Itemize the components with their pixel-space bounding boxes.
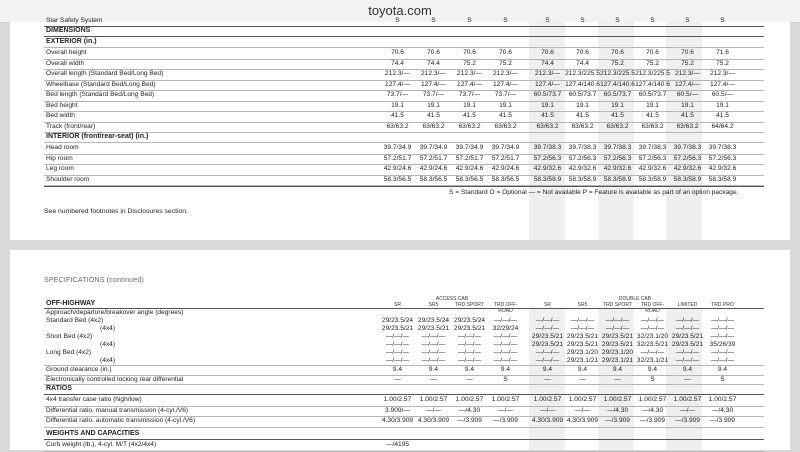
column-header: TRD PRO — [711, 302, 734, 308]
angle-cell: —/—/— — [385, 357, 410, 364]
table-cell: 70.6 — [611, 49, 624, 56]
table-cell: 41.5 — [576, 112, 589, 119]
table-cell: —/— — [497, 406, 514, 414]
table-cell: 63/63.2 — [386, 122, 409, 130]
table-cell: 212.3/— — [457, 70, 482, 77]
table-cell: 70.6 — [427, 49, 440, 56]
angle-cell: —/—/— — [421, 341, 446, 348]
angle-cell: —/—/— — [570, 317, 595, 324]
table-cell: 58.3/56.5 — [419, 175, 448, 183]
table-cell: 1.00/2.57 — [638, 396, 667, 403]
table-cell: 4.30/3.909 — [381, 417, 414, 424]
table-cell: —/— — [425, 406, 442, 414]
angle-cell: —/—/— — [385, 341, 410, 348]
angle-cell: 29/23.5/21 — [453, 325, 486, 332]
table-cell: 57.2/56.3 — [638, 154, 667, 162]
table-cell: 70.6 — [646, 49, 659, 56]
table-cell: 60.5/73.7 — [603, 91, 632, 98]
angle-cell: 29/23.5/21 — [531, 333, 564, 340]
table-cell: —/3.909 — [675, 417, 700, 424]
angle-cell: —/—/— — [421, 357, 446, 364]
table-cell: 74.4 — [391, 59, 404, 67]
table-cell: —/4.30 — [458, 406, 481, 414]
table-cell: — — [466, 375, 473, 383]
table-cell: 39.7/38.3 — [533, 144, 562, 151]
angle-cell: —/—/— — [710, 349, 735, 356]
table-cell: 1.00/2.57 — [673, 396, 702, 403]
table-cell: 127.4/— — [535, 80, 560, 88]
row-label: Head room — [46, 144, 79, 151]
row-label: Bed width — [46, 112, 75, 119]
table-cell: 39.7/34.9 — [455, 144, 484, 151]
angle-sub: (4x4) — [100, 341, 116, 348]
table-cell: 41.5 — [427, 112, 440, 119]
table-cell: 74.4 — [576, 59, 589, 67]
table-cell: 19.1 — [541, 101, 554, 109]
angle-cell: —/—/— — [605, 325, 630, 332]
angle-cell: —/—/— — [421, 333, 446, 340]
angle-cell: —/—/— — [457, 341, 482, 348]
table-cell: 1.00/2.57 — [708, 396, 737, 403]
table-cell: 57.2/56.3 — [568, 154, 597, 162]
angle-cell: 29/23.5/21 — [601, 341, 634, 348]
table-cell: 127.4/— — [493, 80, 518, 88]
row-label: Bed height — [46, 101, 78, 109]
column-header: TRD OFF-ROAD — [640, 302, 665, 314]
table-cell: 73.7/— — [422, 91, 445, 98]
angle-cell: —/—/— — [710, 333, 735, 340]
column-header: LIMITED — [677, 302, 698, 308]
table-cell: 58.3/58.9 — [603, 175, 632, 183]
table-cell: 70.6 — [681, 49, 694, 56]
angle-cell: —/—/— — [385, 333, 410, 340]
angle-cell: —/—/— — [457, 357, 482, 364]
table-cell: 57.2/51.7 — [455, 154, 484, 162]
table-cell: 19.1 — [391, 101, 404, 109]
angle-cell: 29/23.5/24 — [381, 317, 414, 324]
angle-cell: —/—/— — [457, 349, 482, 356]
table-cell: 212.3/— — [385, 70, 410, 77]
table-cell: 73.7/— — [494, 91, 517, 98]
table-cell: 41.5 — [611, 112, 624, 119]
table-cell: 70.6 — [391, 49, 404, 56]
angle-cell: 32/23.5/21 — [636, 341, 669, 348]
table-cell: —/3.909 — [605, 417, 630, 424]
table-cell: 41.5 — [463, 112, 476, 119]
column-header: SR — [544, 302, 551, 308]
table-cell: 63/63.2 — [536, 122, 559, 130]
row-label: Electronically controlled locking rear differential — [46, 375, 184, 383]
table-cell: 1.00/2.57 — [455, 396, 484, 403]
table-cell: 42.9/24.6 — [455, 165, 484, 172]
table-cell: 9.4 — [542, 366, 553, 373]
table-cell: 1.00/2.57 — [383, 396, 412, 403]
column-header: TRD SPORT — [455, 302, 484, 308]
angle-cell: 29/23.5/21 — [671, 333, 704, 340]
table-cell: 75.2 — [611, 59, 624, 67]
angle-cell: —/—/— — [640, 325, 665, 332]
angle-cell: —/—/— — [421, 349, 446, 356]
angle-cell: —/—/— — [675, 349, 700, 356]
table-cell: 39.7/38.3 — [708, 144, 737, 151]
row-label: Bed length (Standard Bed/Long Bed) — [46, 91, 155, 98]
dimensions-table: Star Safety System S S S S S S S S S S DIMENSIONS EXTERIOR (in.) Overall height 70.6 70.6 70.6 70.6 70.6 70.6 70.6 70.6 70.6 71.6 Overall width 74.4 74.4 75.2 75.2 74.4 74.4 75.2 75.2 75.2 75.2 Overall length (Standard Bed/Long Bed) 212.3/— 212.3/— 212.3/— 212.3/— 212.3/— 212.3/225.5 212.3/225.5 212.3/225.5 212.3/— 212.3/— Wheelbase (Standard Bed/Long Bed) 127.4/— 127.4/— 127.4/— 127.4/— 127.4/— 127.4/140.6 127.4/140.6 127.4/140.6 127.4/— 127.4/— Bed length (Standard Bed/Long Bed) 73.7/— 73.7/— 73.7/— 73.7/— 60.5/73.7 60.5/73.7 60.5/73.7 60.5/73.7 60.5/— 60.5/— Bed height 19.1 19.1 19.1 19.1 19.1 19.1 19.1 19.1 19.1 19.1 Bed width 41.5 41.5 41.5 41.5 41.5 41.5 41.5 41.5 41.5 41.5 Track (front/rear) 63/63.2 63/63.2 63/63.2 63/63.2 63/63.2 63/63.2 63/63.2 63/63.2 63/63.2 64/64.2 INTERIOR (front/rear-seat) (in.) Head room 39.7/34.9 39.7/34.9 39.7/34.9 39.7/34.9 39.7/38.3 39.7/38.3 39.7/38.3 39.7/38.3 39.7/38.3 39.7/38.3 Hip room 57.2/51.7 57.2/51.7 57.2/51.7 57.2/51.7 57.2/56.3 57.2/56.3 57.2/56.3 57.2/56.3 57.2/56.3 57.2/56.3 Leg room 42.9/24.6 42.9/24.6 42.9/24.6 42.9/24.6 42.9/32.6 42.9/32.6 42.9/32.6 42.9/32.6 42.9/32.6 42.9/32.6 Shoulder room 58.3/56.5 58.3/56.5 58.3/56.5 58.3/56.5 58.3/58.9 58.3/58.9 58.3/58.9 58.3/58.9 58.3/58.9 58.3/58.9 S = Standard O = Optional — = Not available P = Feature is available as part of an option package. See numbered footnotes in Disclosures section. — [44, 22, 764, 240]
document-page-2 — [10, 250, 790, 450]
table-cell: 42.9/32.6 — [568, 165, 597, 172]
table-cell: 58.3/56.5 — [455, 175, 484, 183]
table-cell: S — [503, 375, 508, 383]
table-cell: 63/63.2 — [606, 122, 629, 130]
angle-cell: —/—/— — [710, 357, 735, 364]
table-cell: 127.4/— — [457, 80, 482, 88]
angle-cell: 29/23.5/21 — [381, 325, 414, 332]
table-cell: 70.6 — [541, 49, 554, 56]
column-header: TRD SPORT — [603, 302, 632, 308]
table-cell: — — [684, 375, 691, 383]
table-cell: 19.1 — [463, 101, 476, 109]
angle-cell: —/—/— — [535, 349, 560, 356]
table-cell: 63/63.2 — [422, 122, 445, 130]
table-cell: 75.2 — [499, 59, 512, 67]
table-cell: 127.4/— — [385, 80, 410, 88]
table-cell: S — [650, 375, 655, 383]
angle-cell: 29/23.5/21 — [531, 341, 564, 348]
row-label: Shoulder room — [46, 175, 90, 183]
table-cell: 212.3/225.5 — [635, 70, 670, 77]
angle-cell: —/—/— — [535, 317, 560, 324]
table-cell: 212.3/— — [710, 70, 735, 77]
table-cell: 60.5/73.7 — [533, 91, 562, 98]
table-cell: 58.3/58.9 — [568, 175, 597, 183]
table-cell: 212.3/— — [493, 70, 518, 77]
table-cell: 4.30/3.909 — [566, 417, 599, 424]
table-cell: —/4195 — [385, 441, 410, 448]
table-cell: 41.5 — [541, 112, 554, 119]
angle-sub: Standard Bed (4x2) — [46, 317, 104, 324]
angle-cell: —/—/— — [493, 333, 518, 340]
angle-cell: —/—/— — [535, 325, 560, 332]
angle-cell: 29/23.5/21 — [601, 333, 634, 340]
table-cell: 60.5/73.7 — [638, 91, 667, 98]
angle-cell: 29/23.1/20 — [566, 349, 599, 356]
table-cell: 42.9/24.6 — [491, 165, 520, 172]
specifications-table: SPECIFICATIONS (continued) ACCESS CAB DOUBLE CAB SR SR5 TRD SPORT TRD OFF-ROAD SR SR5 TRD SPORT TRD OFF-ROAD LIMITED TRD PRO OFF-HIGHWAY Approach/departure/breakover angle (degrees) Standard Bed (4x2) (4x4) Short Bed (4x2) (4x4) Long Bed (4x2) (4x4) 29/23.5/24 29/23.5/21 —/—/— —/—/— —/—/— —/—/— 29/23.5/24 29/23.5/21 —/—/— —/—/— —/—/— —/—/— 29/23.5/24 29/23.5/21 —/—/— —/—/— —/—/— —/—/— —/—/— 32/29/24 —/—/— —/—/— —/—/— —/—/— —/—/— —/—/— 29/23.5/21 29/23.5/21 —/—/— —/—/— —/—/— —/—/— 29/23.5/21 29/23.5/21 29/23.1/20 29/23.1/21 —/—/— —/—/— 29/23.5/21 29/23.5/21 29/23.1/20 29/23.1/21 —/—/— —/—/— 32/23.1/20 32/23.5/21 —/—/— 32/23.1/21 —/—/— —/—/— 29/23.5/21 29/23.5/21 —/—/— —/—/— —/—/— —/—/— —/—/— 35/26/39 —/—/— —/—/— Ground clearance (in.) 9.4 9.4 9.4 9.4 9.4 9.4 9.4 9.4 9.4 9.4 Electronically controlled locking rear differential — — — S — — — S — S RATIOS 4x4 transfer case ratio (high/low) 1.00/2.57 1.00/2.57 1.00/2.57 1.00/2.57 1.00/2.57 1.00/2.57 1.00/2.57 1.00/2.57 1.00/2.57 1.00/2.57 Differential ratio, manual transmission (4-cyl./V6) 3.909/— —/— —/4.30 —/— —/— —/— —/4.30 —/4.30 —/— —/4.30 Differential ratio, automatic transmission (4-cyl./V6) 4.30/3.909 4.30/3.909 —/3.909 —/3.909 4.30/3.909 4.30/3.909 —/3.909 —/3.909 —/3.909 —/3.909 WEIGHTS AND CAPACITIES Curb weight (lb.), 4-cyl. M/T (4x2/4x4) —/4195 — [44, 250, 764, 450]
table-cell: —/4.30 — [641, 406, 664, 414]
table-cell: 57.2/51.7 — [419, 154, 448, 162]
table-cell: 57.2/56.3 — [533, 154, 562, 162]
row-label: Ground clearance (in.) — [46, 366, 112, 373]
table-cell: 41.5 — [716, 112, 729, 119]
angle-cell: —/—/— — [710, 325, 735, 332]
table-cell: 19.1 — [576, 101, 589, 109]
table-cell: 39.7/34.9 — [419, 144, 448, 151]
table-cell: 41.5 — [391, 112, 404, 119]
table-cell: 39.7/34.9 — [383, 144, 412, 151]
table-cell: 4.30/3.909 — [531, 417, 564, 424]
angle-cell: —/—/— — [675, 317, 700, 324]
angle-cell: 29/23.5/21 — [566, 333, 599, 340]
row-label: Differential ratio, manual transmission (4-cyl./V6) — [46, 406, 189, 414]
table-cell: 57.2/51.7 — [491, 154, 520, 162]
angle-cell: —/—/— — [640, 317, 665, 324]
angle-cell: —/—/— — [605, 317, 630, 324]
table-cell: 63/63.2 — [641, 122, 664, 130]
table-cell: 70.6 — [499, 49, 512, 56]
table-cell: 70.6 — [463, 49, 476, 56]
table-cell: 19.1 — [716, 101, 729, 109]
table-cell: 60.5/73.7 — [568, 91, 597, 98]
table-cell: 3.909/— — [385, 406, 410, 414]
angle-cell: —/—/— — [675, 357, 700, 364]
table-cell: 19.1 — [611, 101, 624, 109]
table-cell: 127.4/140.6 — [565, 80, 600, 88]
table-cell: 1.00/2.57 — [491, 396, 520, 403]
table-cell: 42.9/32.6 — [533, 165, 562, 172]
table-cell: 63/63.2 — [571, 122, 594, 130]
angle-cell: —/—/— — [640, 349, 665, 356]
table-cell: 212.3/— — [675, 70, 700, 77]
table-cell: 127.4/— — [710, 80, 735, 88]
legend-text: S = Standard O = Optional — = Not available P = Feature is available as part of an option package. — [449, 189, 739, 196]
table-cell: 75.2 — [646, 59, 659, 67]
group-double-cab: DOUBLE CAB — [618, 296, 652, 302]
angle-cell: 29/23.1/21 — [601, 357, 634, 364]
table-cell: 41.5 — [681, 112, 694, 119]
table-cell: —/4.30 — [606, 406, 629, 414]
table-cell: 1.00/2.57 — [603, 396, 632, 403]
angle-cell: 32/29/24 — [492, 325, 519, 332]
angle-cell: —/—/— — [535, 357, 560, 364]
table-cell: 9.4 — [464, 366, 475, 373]
table-cell: — — [430, 375, 437, 383]
table-cell: 9.4 — [717, 366, 728, 373]
table-cell: 9.4 — [612, 366, 623, 373]
table-cell: 39.7/34.9 — [491, 144, 520, 151]
table-cell: 42.9/24.6 — [419, 165, 448, 172]
table-cell: 1.00/2.57 — [568, 396, 597, 403]
footnote-text: See numbered footnotes in Disclosures section. — [44, 208, 188, 215]
table-cell: —/— — [574, 406, 591, 414]
table-cell: 127.4/— — [675, 80, 700, 88]
angle-cell: —/—/— — [675, 325, 700, 332]
table-cell: —/3.909 — [640, 417, 665, 424]
row-label: Overall width — [46, 59, 85, 67]
table-cell: 9.4 — [392, 366, 403, 373]
row-label: Wheelbase (Standard Bed/Long Bed) — [46, 80, 156, 88]
table-cell: 19.1 — [646, 101, 659, 109]
table-cell: 39.7/38.3 — [673, 144, 702, 151]
angle-cell: 32/23.1/21 — [636, 357, 669, 364]
angle-cell: 35/26/39 — [709, 341, 736, 348]
table-cell: 127.4/140.6 — [600, 80, 635, 88]
table-cell: 58.3/58.9 — [638, 175, 667, 183]
table-cell: 58.3/58.9 — [533, 175, 562, 183]
table-cell: 1.00/2.57 — [419, 396, 448, 403]
table-cell: 58.3/58.9 — [708, 175, 737, 183]
table-cell: 19.1 — [499, 101, 512, 109]
row-label: Hip room — [46, 154, 73, 162]
angle-cell: —/—/— — [493, 341, 518, 348]
table-cell: 70.6 — [576, 49, 589, 56]
table-cell: 9.4 — [428, 366, 439, 373]
table-cell: 63/63.2 — [676, 122, 699, 130]
column-header: TRD OFF-ROAD — [493, 302, 518, 314]
column-header: SR5 — [577, 302, 588, 308]
table-cell: 41.5 — [499, 112, 512, 119]
row-label: Track (front/rear) — [46, 122, 96, 130]
angle-cell: —/—/— — [385, 349, 410, 356]
table-cell: 42.9/32.6 — [638, 165, 667, 172]
table-cell: 212.3/225.5 — [565, 70, 600, 77]
table-cell: 127.4/140.6 — [635, 80, 670, 88]
table-cell: —/— — [539, 406, 556, 414]
table-cell: 60.5/— — [676, 91, 699, 98]
table-cell: 63/63.2 — [494, 122, 517, 130]
table-cell: 1.00/2.57 — [533, 396, 562, 403]
table-cell: 57.2/56.3 — [673, 154, 702, 162]
table-cell: 71.6 — [716, 49, 729, 56]
table-cell: 75.2 — [463, 59, 476, 67]
table-cell: 60.5/— — [711, 91, 734, 98]
table-cell: —/3.909 — [710, 417, 735, 424]
row-label: 4x4 transfer case ratio (high/low) — [46, 396, 142, 403]
table-cell: 19.1 — [427, 101, 440, 109]
row-label: Differential ratio, automatic transmission (4-cyl./V6) — [46, 417, 196, 424]
table-cell: 58.3/56.5 — [491, 175, 520, 183]
table-cell: 58.3/56.5 — [383, 175, 412, 183]
angle-sub: Long Bed (4x2) — [46, 349, 92, 356]
angle-cell: 29/23.5/21 — [566, 341, 599, 348]
table-cell: 9.4 — [682, 366, 693, 373]
table-cell: 73.7/— — [386, 91, 409, 98]
angle-sub: (4x4) — [100, 357, 116, 364]
table-cell: 75.2 — [716, 59, 729, 67]
angle-cell: 29/23.5/21 — [417, 325, 450, 332]
section-title: SPECIFICATIONS (continued) — [44, 277, 144, 284]
table-cell: — — [579, 375, 586, 383]
table-cell: 39.7/38.3 — [603, 144, 632, 151]
angle-cell: 29/23.5/24 — [453, 317, 486, 324]
group-access-cab: ACCESS CAB — [435, 296, 469, 302]
document-page-1 — [10, 17, 790, 240]
angle-cell: —/—/— — [493, 349, 518, 356]
table-cell: —/3.909 — [493, 417, 518, 424]
table-cell: 212.3/— — [421, 70, 446, 77]
angle-cell: —/—/— — [570, 325, 595, 332]
angle-cell: 29/23.1/21 — [566, 357, 599, 364]
table-cell: 19.1 — [681, 101, 694, 109]
angle-cell: —/—/— — [710, 317, 735, 324]
table-cell: 74.4 — [427, 59, 440, 67]
table-cell: 57.2/56.3 — [708, 154, 737, 162]
table-cell: 39.7/38.3 — [568, 144, 597, 151]
table-cell: 57.2/51.7 — [383, 154, 412, 162]
row-label: Curb weight (lb.), 4-cyl. M/T (4x2/4x4) — [46, 441, 157, 448]
table-cell: — — [544, 375, 551, 383]
table-cell: —/3.909 — [457, 417, 482, 424]
angle-cell: 29/23.5/24 — [417, 317, 450, 324]
table-cell: 42.9/32.6 — [708, 165, 737, 172]
angle-label: Approach/departure/breakover angle (degrees) — [46, 309, 184, 316]
table-cell: S — [720, 375, 725, 383]
table-cell: 74.4 — [541, 59, 554, 67]
table-cell: 9.4 — [647, 366, 658, 373]
table-cell: 212.3/— — [535, 70, 560, 77]
column-header: SR5 — [428, 302, 439, 308]
row-label: Leg room — [46, 165, 74, 172]
table-cell: 9.4 — [500, 366, 511, 373]
table-cell: 42.9/32.6 — [673, 165, 702, 172]
table-cell: 9.4 — [577, 366, 588, 373]
angle-sub: Short Bed (4x2) — [46, 333, 93, 340]
table-cell: 39.7/38.3 — [638, 144, 667, 151]
angle-cell: —/—/— — [493, 317, 518, 324]
table-cell: — — [614, 375, 621, 383]
table-cell: 64/64.2 — [711, 122, 734, 130]
table-cell: 4.30/3.909 — [417, 417, 450, 424]
table-cell: 42.9/32.6 — [603, 165, 632, 172]
angle-cell: 29/23.1/20 — [601, 349, 634, 356]
table-cell: 57.2/56.3 — [603, 154, 632, 162]
table-cell: 75.2 — [681, 59, 694, 67]
table-cell: —/4.30 — [711, 406, 734, 414]
row-label: Overall length (Standard Bed/Long Bed) — [46, 70, 164, 77]
angle-cell: —/—/— — [493, 357, 518, 364]
table-cell: 41.5 — [646, 112, 659, 119]
table-cell: 212.3/225.5 — [600, 70, 635, 77]
table-cell: 127.4/— — [421, 80, 446, 88]
table-cell: 42.9/24.6 — [383, 165, 412, 172]
angle-cell: —/—/— — [457, 333, 482, 340]
angle-cell: 32/23.1/20 — [636, 333, 669, 340]
table-cell: —/— — [679, 406, 696, 414]
row-label: Overall height — [46, 49, 87, 56]
table-cell: 73.7/— — [458, 91, 481, 98]
table-cell: — — [394, 375, 401, 383]
angle-cell: 29/23.5/21 — [671, 341, 704, 348]
table-cell: 58.3/58.9 — [673, 175, 702, 183]
url-text: toyota.com — [368, 3, 432, 18]
angle-sub: (4x4) — [100, 325, 116, 332]
column-header: SR — [394, 302, 401, 308]
table-cell: 63/63.2 — [458, 122, 481, 130]
